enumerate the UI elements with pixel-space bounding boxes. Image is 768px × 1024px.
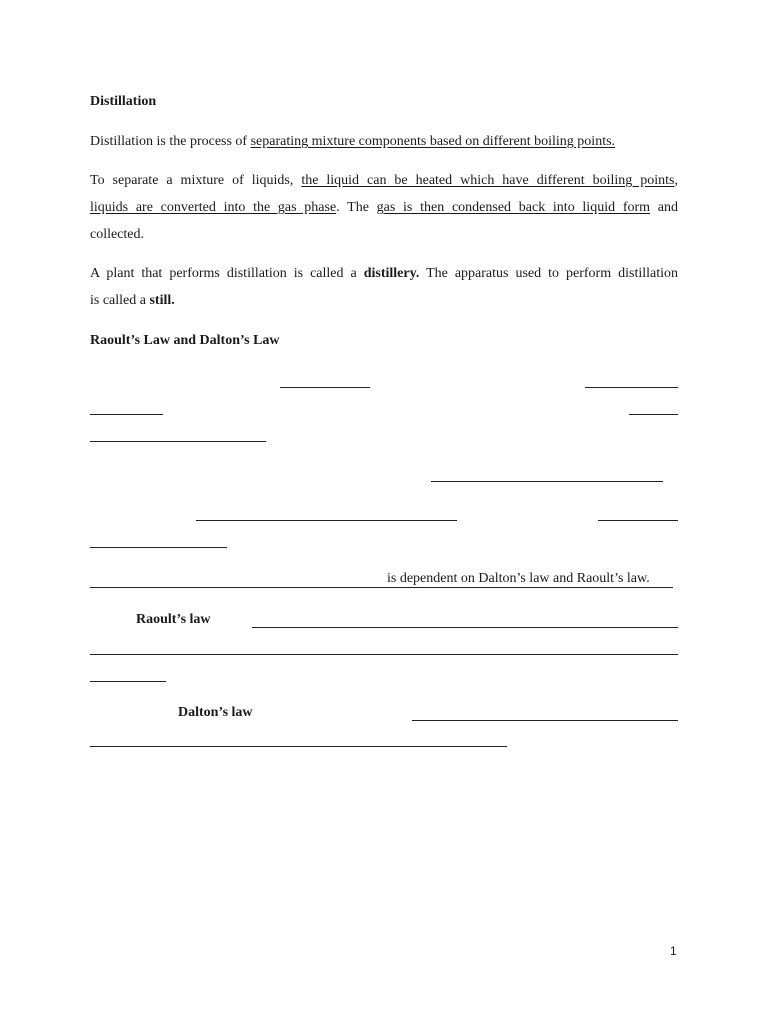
blank-line — [585, 387, 678, 388]
blank-line — [90, 746, 507, 747]
raoult-law-label: Raoult’s law — [136, 612, 211, 627]
blank-sentence-tail: is dependent on Dalton’s law and Raoult’s law. — [387, 571, 650, 586]
blank-line — [90, 681, 166, 682]
distillery-text-1: A plant that performs distillation is called a — [90, 266, 364, 281]
page-number: 1 — [670, 944, 677, 958]
distillery-bold: distillery. — [363, 266, 420, 281]
blank-line — [90, 587, 673, 588]
blank-line — [90, 414, 163, 415]
paragraph-separation-line3: collected. — [90, 227, 145, 242]
blank-line — [252, 627, 678, 628]
paragraph-separation-line1 — [90, 173, 678, 189]
paragraph-distillery-line2 — [90, 293, 175, 309]
dalton-law-label: Dalton’s law — [178, 705, 253, 720]
blank-line — [280, 387, 370, 388]
section-heading-distillation: Distillation — [90, 94, 157, 109]
paragraph-separation-line2 — [90, 200, 678, 216]
blank-line — [196, 520, 457, 521]
paragraph-distillery-line1 — [90, 266, 678, 282]
blank-line — [90, 547, 227, 548]
separation-underlined-2: liquids are converted into the gas phase — [90, 200, 337, 215]
blank-line — [90, 654, 678, 655]
separation-underlined-3: gas is then condensed back into liquid form — [376, 200, 651, 215]
blank-line — [90, 441, 266, 442]
separation-text-4: and — [650, 200, 678, 215]
section-heading-laws: Raoult’s Law and Dalton’s Law — [90, 333, 280, 348]
definition-underlined: separating mixture components based on different boiling points. — [250, 134, 616, 149]
still-bold: still. — [149, 293, 175, 308]
separation-text-3: . The — [336, 200, 377, 215]
separation-text-1: To separate a mixture of liquids, — [90, 173, 302, 188]
distillery-text-2: The apparatus used to perform distillation — [419, 266, 678, 281]
still-text: is called a — [90, 293, 150, 308]
blank-line — [431, 481, 663, 482]
blank-line — [629, 414, 678, 415]
separation-text-2: , — [674, 173, 678, 188]
paragraph-definition — [90, 134, 615, 150]
blank-line — [412, 720, 678, 721]
definition-text: Distillation is the process of — [90, 134, 251, 149]
separation-underlined-1: the liquid can be heated which have different boiling points — [301, 173, 675, 188]
blank-line — [598, 520, 678, 521]
